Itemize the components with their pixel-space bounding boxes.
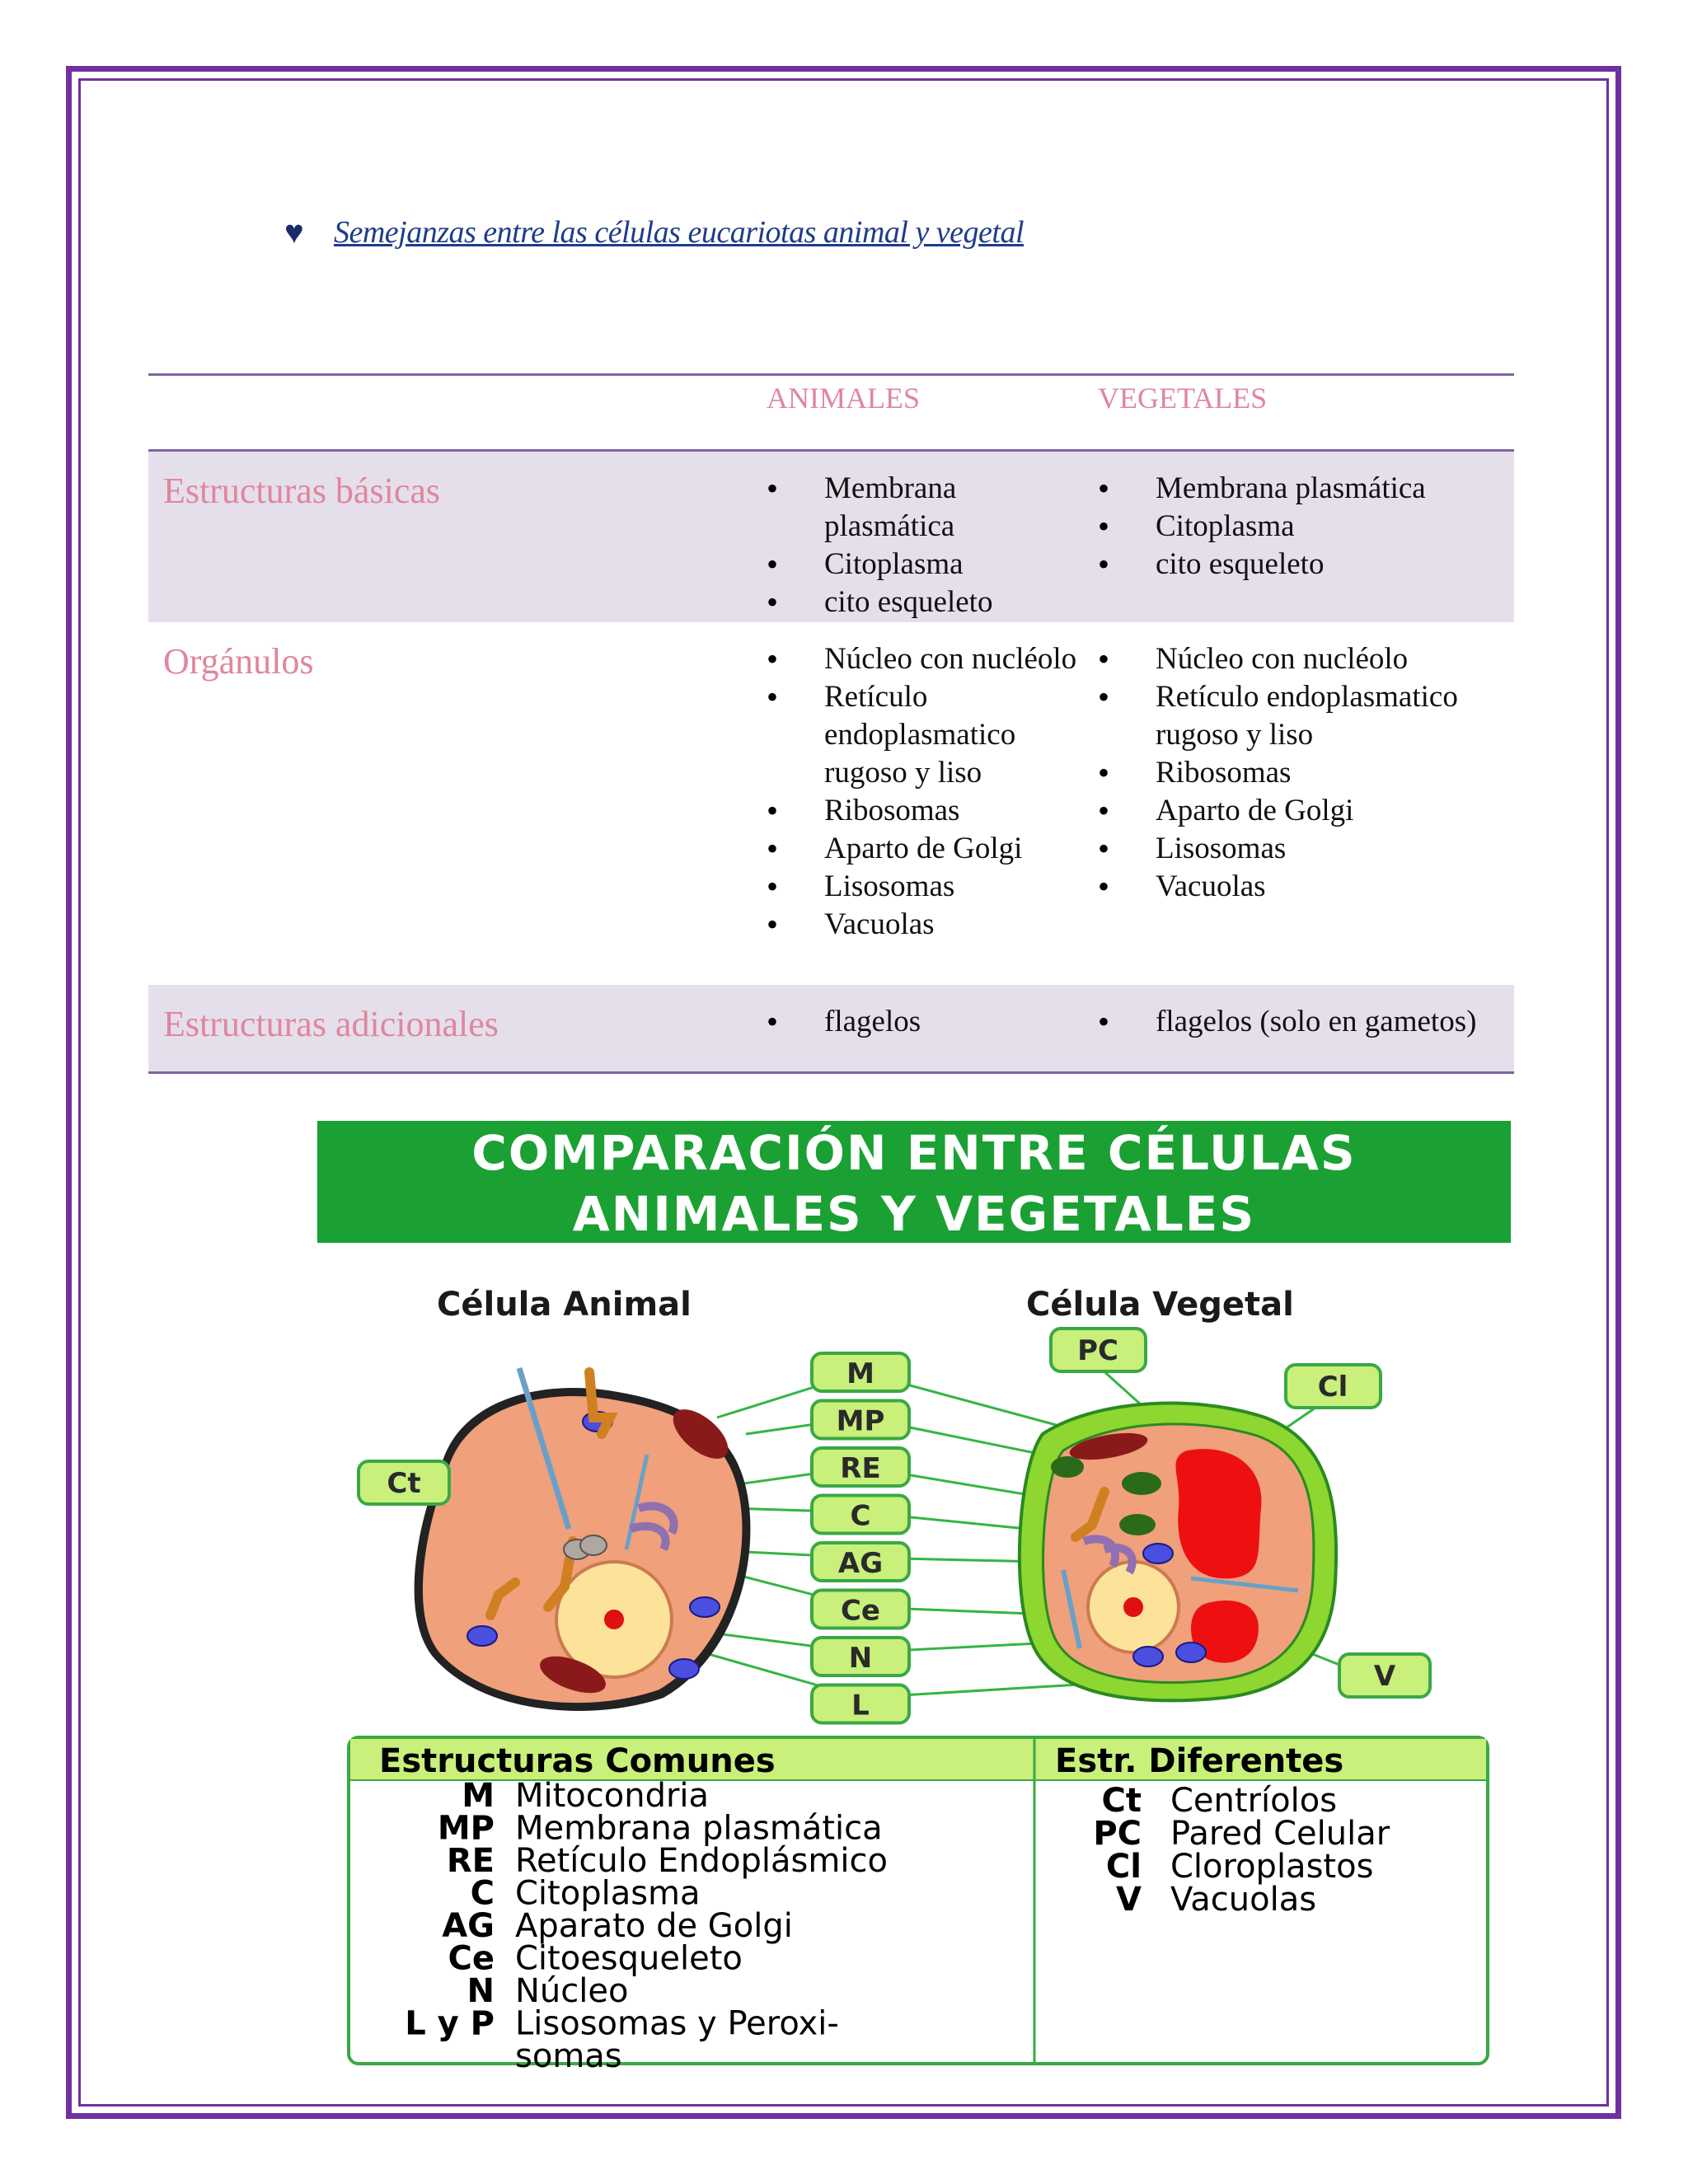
center-label-text: MP xyxy=(836,1404,885,1438)
header-empty xyxy=(148,375,643,451)
list-item: • Vacuolas xyxy=(767,906,1081,944)
cell-diagram xyxy=(317,1121,1511,2073)
list-item: • Citoplasma xyxy=(1098,508,1498,546)
heading-text: Semejanzas entre las células eucariotas animal y vegetal xyxy=(334,214,1025,250)
row-vegetales-cell xyxy=(1098,622,1514,985)
legend-name: Citoplasma xyxy=(515,1874,701,1913)
list-item: • Membrana plasmática xyxy=(767,470,1081,546)
vegetales-list xyxy=(1098,470,1498,583)
label-v xyxy=(1339,1654,1430,1697)
legend-name: Lisosomas y Peroxi- xyxy=(515,2004,839,2043)
label-ct xyxy=(359,1461,449,1504)
comparison-figure xyxy=(317,1121,1511,2073)
animales-list xyxy=(767,470,1081,621)
list-item: • Citoplasma xyxy=(767,546,1081,583)
legend-code: RE xyxy=(446,1842,495,1880)
center-label-text: C xyxy=(850,1499,871,1533)
legend-code: Ce xyxy=(448,1939,495,1978)
legend-name: Aparato de Golgi xyxy=(515,1907,793,1945)
label-v-text: V xyxy=(1373,1660,1396,1693)
list-item: • Retículo endoplasmatico rugoso y liso xyxy=(1098,678,1498,754)
row-animales-cell xyxy=(643,622,1098,985)
label-cl xyxy=(1286,1365,1381,1408)
similarities-table xyxy=(148,373,1514,1074)
list-item: • Lisosomas xyxy=(767,868,1081,906)
list-item: • Lisosomas xyxy=(1098,830,1498,868)
animal-cell xyxy=(415,1368,751,1711)
list-item: • cito esqueleto xyxy=(1098,546,1498,583)
list-item: • cito esqueleto xyxy=(767,583,1081,621)
list-item: • Aparto de Golgi xyxy=(1098,792,1498,830)
row-animales-cell xyxy=(643,451,1098,623)
table-row xyxy=(148,451,1514,623)
legend-box xyxy=(349,1737,1488,2073)
vegetal-cell-title: Célula Vegetal xyxy=(1026,1286,1294,1324)
label-ct-text: Ct xyxy=(387,1467,421,1500)
animal-cell-title: Célula Animal xyxy=(437,1286,692,1324)
list-item: • flagelos xyxy=(767,1003,1081,1041)
list-item: • Ribosomas xyxy=(1098,754,1498,792)
header-animales: ANIMALES xyxy=(643,375,1098,451)
list-item: • Aparto de Golgi xyxy=(767,830,1081,868)
legend-code: V xyxy=(1116,1881,1142,1919)
list-item: • flagelos (solo en gametos) xyxy=(1098,1003,1498,1041)
label-pc xyxy=(1051,1329,1146,1371)
list-item: • Núcleo con nucléolo xyxy=(1098,640,1498,678)
table-row xyxy=(148,985,1514,1072)
row-animales-cell xyxy=(643,985,1098,1072)
center-label-text: L xyxy=(851,1689,870,1722)
row-vegetales-cell xyxy=(1098,985,1514,1072)
vegetales-list xyxy=(1098,1003,1498,1041)
table-row xyxy=(148,622,1514,985)
row-category: Orgánulos xyxy=(163,641,314,682)
vegetal-cell xyxy=(1020,1404,1336,1701)
list-item: • Membrana plasmática xyxy=(1098,470,1498,508)
legend-name: Centríolos xyxy=(1170,1782,1338,1820)
row-category: Estructuras adicionales xyxy=(148,985,643,1072)
legend-common-title: Estructuras Comunes xyxy=(379,1742,776,1780)
legend-name: Membrana plasmática xyxy=(515,1809,883,1848)
legend-name: Mitocondria xyxy=(515,1777,710,1815)
label-cl-text: Cl xyxy=(1317,1371,1348,1404)
legend-code: PC xyxy=(1093,1815,1142,1853)
heart-icon: ♥ xyxy=(284,213,304,251)
list-item: • Retículo endoplasmatico rugoso y liso xyxy=(767,678,1081,792)
center-labels xyxy=(812,1353,909,1723)
center-label-text: RE xyxy=(840,1452,881,1485)
legend-code: Ct xyxy=(1101,1782,1142,1820)
legend-name: Pared Celular xyxy=(1170,1815,1390,1853)
legend-code: MP xyxy=(437,1809,495,1848)
legend-code: L y P xyxy=(405,2004,495,2043)
legend-code: Cl xyxy=(1105,1848,1142,1886)
legend-name: Vacuolas xyxy=(1170,1881,1317,1919)
banner-line-2: ANIMALES Y VEGETALES xyxy=(572,1186,1256,1242)
center-label-text: AG xyxy=(837,1547,884,1580)
animales-list xyxy=(767,1003,1081,1041)
banner-line-1: COMPARACIÓN ENTRE CÉLULAS xyxy=(471,1125,1357,1181)
label-pc-text: PC xyxy=(1077,1334,1118,1367)
header-vegetales: VEGETALES xyxy=(1098,375,1514,451)
legend-name: Núcleo xyxy=(515,1972,629,2010)
vegetales-list xyxy=(1098,640,1498,906)
legend-name: somas xyxy=(515,2037,622,2073)
legend-code: M xyxy=(462,1777,495,1815)
animales-list xyxy=(767,640,1081,944)
legend-diff-title: Estr. Diferentes xyxy=(1055,1742,1344,1780)
legend-name: Cloroplastos xyxy=(1170,1848,1374,1886)
legend-code: AG xyxy=(442,1907,495,1945)
row-category: Estructuras básicas xyxy=(148,451,643,623)
legend-code: N xyxy=(467,1972,495,2010)
list-item: • Núcleo con nucléolo xyxy=(767,640,1081,678)
list-item: • Vacuolas xyxy=(1098,868,1498,906)
center-label-text: M xyxy=(846,1357,874,1390)
section-heading xyxy=(284,213,1024,251)
legend-name: Citoesqueleto xyxy=(515,1939,743,1978)
legend-code: C xyxy=(470,1874,495,1913)
center-label-text: Ce xyxy=(840,1594,881,1628)
row-vegetales-cell xyxy=(1098,451,1514,623)
center-label-text: N xyxy=(848,1642,873,1675)
legend-name: Retículo Endoplásmico xyxy=(515,1842,888,1880)
list-item: • Ribosomas xyxy=(767,792,1081,830)
